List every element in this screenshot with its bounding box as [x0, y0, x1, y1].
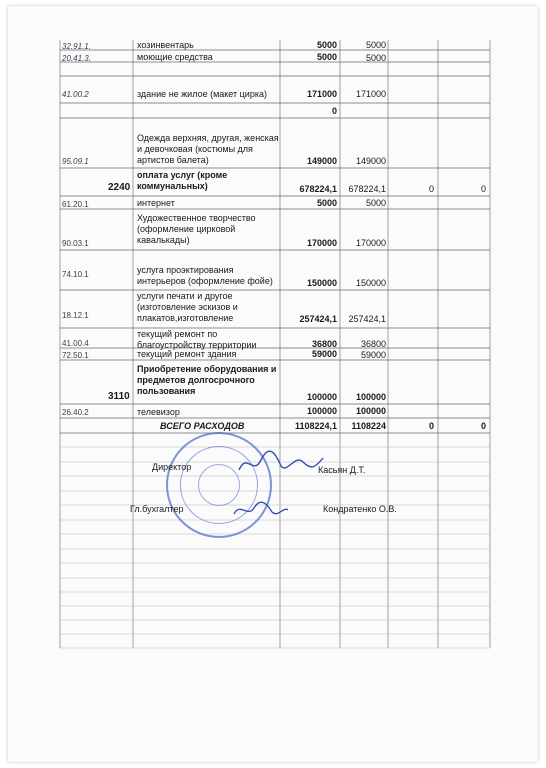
total-col6: 0	[480, 421, 486, 431]
row-description: услуги печати и другое (изготовление эскизов и плакатов,изготовление	[137, 291, 238, 323]
row-plan: 59000	[311, 349, 337, 359]
row-fact: 678224,1	[348, 184, 386, 194]
row-code: 32.91.1.	[62, 42, 91, 51]
row-fact: 171000	[355, 89, 386, 99]
row-description: Художественное творчество (оформление цирковой кавалькады)	[137, 213, 256, 245]
row-fact: 5000	[365, 40, 386, 50]
total-plan: 1108224,1	[294, 421, 337, 431]
row-fact: 257424,1	[348, 314, 386, 324]
row-code: 72.50.1	[62, 351, 89, 360]
row-code: 20.41.3.	[62, 54, 91, 63]
row-description: текущий ремонт здания	[137, 349, 237, 359]
total-col5: 0	[428, 421, 434, 431]
row-code: 18.12.1	[62, 311, 89, 320]
row-plan: 150000	[306, 278, 337, 288]
row-plan: 170000	[306, 238, 337, 248]
total-label: ВСЕГО РАСХОДОВ	[160, 421, 245, 431]
row-col5: 0	[428, 184, 434, 194]
row-code: 26.40.2	[62, 408, 89, 417]
row-plan: 0	[331, 106, 337, 116]
row-code: 74.10.1	[62, 270, 89, 279]
row-description: оплата услуг (кроме коммунальных)	[137, 170, 228, 191]
row-description: телевизор	[137, 407, 180, 417]
row-kekv: 2240	[108, 182, 131, 193]
row-code: 90.03.1	[62, 239, 89, 248]
row-code: 41.00.4	[62, 339, 89, 348]
row-description: моющие средства	[137, 52, 213, 62]
row-plan: 149000	[306, 156, 337, 166]
row-plan: 5000	[316, 198, 337, 208]
row-plan: 5000	[316, 52, 337, 62]
row-plan: 257424,1	[299, 314, 337, 324]
row-code: 95.09.1	[62, 157, 89, 166]
row-description: Приобретение оборудования и предметов долгосрочного пользования	[137, 364, 277, 396]
row-fact: 36800	[360, 339, 386, 349]
row-plan: 36800	[311, 339, 337, 349]
row-fact: 170000	[355, 238, 386, 248]
row-fact: 150000	[355, 278, 386, 288]
accountant-title: Гл.бухгалтер	[130, 504, 184, 514]
row-code: 61.20.1	[62, 200, 89, 209]
row-fact: 149000	[355, 156, 386, 166]
row-plan: 100000	[306, 406, 337, 416]
row-plan: 678224,1	[299, 184, 337, 194]
accountant-name: Кондратенко О.В.	[323, 504, 397, 514]
row-code: 41.00.2	[62, 90, 89, 99]
accountant-signature	[230, 498, 290, 522]
row-description: интернет	[137, 198, 175, 208]
row-fact: 100000	[355, 392, 386, 402]
director-signature	[235, 448, 325, 478]
row-description: здание не жилое (макет цирка)	[137, 89, 267, 99]
row-kekv: 3110	[108, 391, 130, 402]
director-name: Касьян Д.Т.	[318, 465, 366, 475]
row-description: Одежда верхняя, другая, женская и девочковая (костюмы для артистов балета)	[137, 133, 279, 165]
row-description: услуга проэктирования интерьеров (оформление фойе)	[137, 265, 273, 286]
row-fact: 5000	[365, 198, 386, 208]
row-fact: 5000	[365, 53, 386, 63]
row-description: хозинвентарь	[137, 40, 194, 50]
row-plan: 100000	[306, 392, 337, 402]
row-fact: 59000	[360, 350, 386, 360]
row-plan: 5000	[316, 40, 337, 50]
row-description: текущий ремонт по благоустройству территории	[137, 329, 257, 350]
director-title: Директор	[152, 462, 192, 472]
row-plan: 171000	[306, 89, 337, 99]
total-fact: 1108224	[351, 421, 386, 431]
row-fact: 100000	[355, 406, 386, 416]
row-col6: 0	[480, 184, 486, 194]
